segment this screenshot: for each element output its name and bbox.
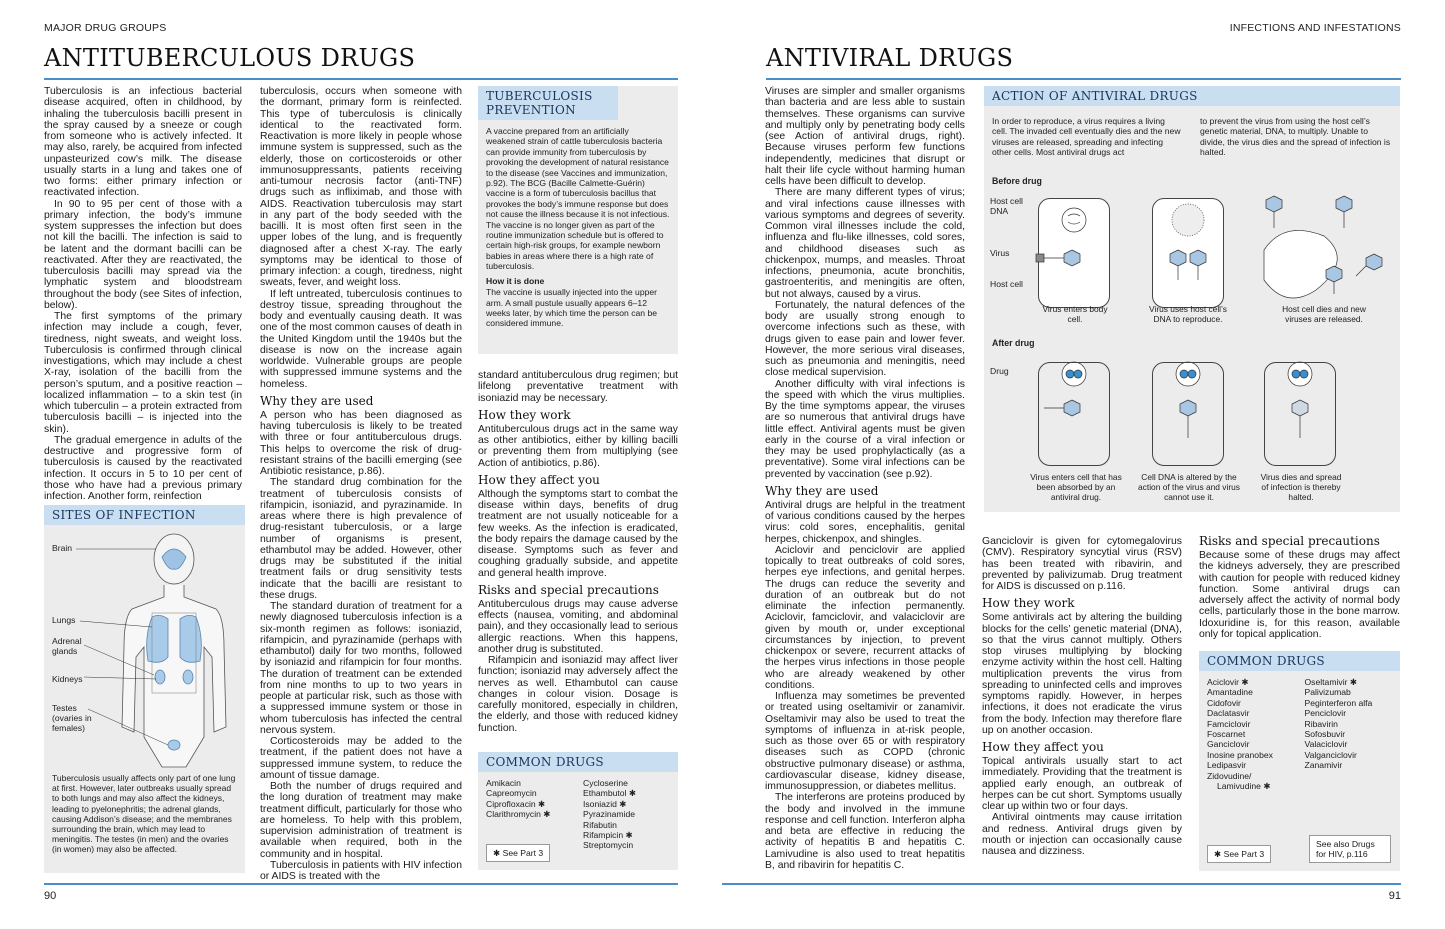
panel-intro: In order to reproduce, a virus requires a living cell. The invaded cell eventually dies and the new viruses are released, spreading and infecting other cells. Most antiviral drugs act — [992, 116, 1181, 158]
drug-item: Ganciclovir — [1207, 739, 1250, 750]
cell-diagram — [1264, 362, 1336, 466]
drug-list — [1199, 671, 1400, 791]
paragraph: Topical antivirals usually start to act immediately. Providing that the treatment is applied early enough, an outbreak of herpes can be cut short. Symptoms usually clear up within two or four days. — [982, 756, 1182, 812]
figure-label: Adrenal glands — [52, 636, 82, 656]
drug-item: Amantadine — [1207, 687, 1253, 698]
title-rule-right — [766, 78, 1401, 80]
drug-item: Pyrazinamide — [583, 809, 636, 820]
paragraph: tuberculosis, occurs when someone with the dormant, primary form is reinfected. This type of tuberculosis is clinically identical to the reactivated form. Reactivation is more likely in people whose immune system is suppressed, such as the elderly, those on corticosteroids or other immunosuppressants, patients receiving anti-tumour necrosis factor (anti-TNF) drugs such as infliximab, and those with AIDS. Reactivation tuberculosis may start in any part of the body seeded with the bacilli. It is most often first seen in the upper lobes of the lung, and is frequently diagnosed after a chest X-ray. The early symptoms may be identical to those of primary infection: a cough, tiredness, night sweats, fever, and weight loss. — [260, 86, 462, 289]
paragraph: Because some of these drugs may affect the kidneys adversely, they are prescribed with caution for people with reduced kidney function. Some antiviral drugs can adversely affect the activity of normal body cells, particularly those in the bone marrow. Idoxuridine is, for this reason, available only for topical application. — [1199, 550, 1400, 640]
after-drug-label: After drug — [992, 338, 1035, 348]
drug-item: Valaciclovir — [1304, 739, 1348, 750]
running-head-left: MAJOR DRUG GROUPS — [44, 22, 167, 34]
paragraph: The gradual emergence in adults of the destructive and progressive form of tuberculosis is caused by the reactivated infection. It occurs in 5 to 10 per cent of those who have had a previous primary infection. Another form, reinfection — [44, 434, 242, 502]
paragraph: Ganciclovir is given for cytomegalovirus (CMV). Respiratory syncytial virus (RSV) has been treated with ribavirin, and prevented by palivizumab. Drug treatment for AIDS is discussed on p.116. — [982, 536, 1182, 592]
drug-item: Cidofovir — [1207, 697, 1241, 708]
left-column-3 — [478, 370, 678, 744]
drug-item: Peginterferon alfa — [1304, 697, 1373, 708]
left-column-1 — [44, 86, 242, 500]
drug-item: Amikacin — [486, 778, 521, 788]
drug-item: Famciclovir — [1207, 718, 1251, 729]
paragraph: Although the symptoms start to combat the disease within days, benefits of drug treatment are not usually noticeable for a few weeks. As the infection is eradicated, the body repairs the damage caused by the disease. Symptoms such as fever and coughing gradually subside, and appetite and general health improve. — [478, 488, 678, 579]
panel-subheading: How it is done — [486, 275, 545, 286]
paragraph: Tuberculosis is an infectious bacterial disease acquired, often in childhood, by inhaling the tuberculosis bacilli present in the spray caused by a sneeze or cough from someone who is actively infected. It may also, rarely, be acquired from infected unpasteurized cow’s milk. The disease usually starts in a lung and takes one of two forms: either primary infection or reactivated infection. — [44, 86, 242, 199]
paragraph: The interferons are proteins produced by the body and involved in the immune response and cell function. Interferon alpha and beta are effective in reducing the activity of hepatitis B and hepatitis C. Lamivudine is also used to treat hepatitis B, and ribavirin for hepatitis C. — [765, 792, 965, 871]
figure-caption: Host cell dies and new viruses are released. — [1282, 304, 1366, 324]
drug-item: Aciclovir ✱ — [1207, 677, 1249, 687]
section-heading: How they work — [478, 407, 571, 422]
action-of-antiviral-drugs-panel — [984, 86, 1400, 512]
panel-body — [478, 120, 678, 335]
before-drug-label: Before drug — [992, 176, 1042, 186]
section-heading: Why they are used — [765, 483, 879, 498]
paragraph: Influenza may sometimes be prevented or treated using oseltamivir or zanamivir. Oseltamivir may also be used to treat the symptoms of influenza in at-risk people, such as those over 65 or with respiratory diseases such as COPD (chronic obstructive pulmonary disease) or asthma, cardiovascular disease, kidney disease, immunosuppression, or diabetes mellitus. — [765, 691, 965, 792]
figure-label: Kidneys — [52, 674, 83, 684]
bottom-rule-left — [44, 883, 678, 885]
cell-diagram — [1038, 362, 1110, 466]
section-heading: How they work — [982, 596, 1075, 611]
left-page — [0, 0, 722, 929]
panel-heading: ACTION OF ANTIVIRAL DRUGS — [984, 86, 1400, 106]
drug-item: Inosine pranobex — [1207, 749, 1273, 760]
panel-heading: COMMON DRUGS — [1199, 651, 1400, 671]
drug-item: Rifampicin ✱ — [583, 830, 633, 841]
panel-paragraph: The vaccine is usually injected into the upper arm. A small pustule usually appears 6–12 weeks later, by which time the person can be considered immune. — [486, 287, 658, 329]
drug-item: Ethambutol ✱ — [583, 788, 637, 799]
sites-of-infection-panel — [44, 505, 245, 873]
panel-intro: to prevent the virus from using the host cell’s genetic material, DNA, to multiply. Unable to divide, the virus dies and the spread of infection is halted. — [1200, 116, 1391, 158]
paragraph: Some antivirals act by altering the building blocks for the cells’ genetic material (DNA), so that the virus cannot multiply. Others stop viruses multiplying by blocking enzyme activity within the host cell. Halting multiplication prevents the virus from spreading to uninfected cells and improves symptoms rapidly. However, in herpes infections, it does not eradicate the virus from the body. Infection may therefore flare up on another occasion. — [982, 612, 1182, 736]
figure-label: Host cell — [990, 279, 1023, 289]
figure-caption: Virus enters cell that has been absorbed by an antiviral drug. — [1030, 472, 1122, 502]
drug-list — [478, 772, 678, 851]
right-column-3 — [1199, 530, 1400, 642]
drug-list-column — [583, 778, 670, 851]
panel-heading: SITES OF INFECTION — [44, 505, 245, 525]
paragraph: Rifampicin and isoniazid may affect liver function; isoniazid may adversely affect the nerves as well. Ethambutol can cause changes in colour vision. Dosage is carefully monitored, especially in children, the elderly, and those with reduced kidney function. — [478, 655, 678, 734]
drug-item: Zanamivir — [1304, 760, 1343, 771]
drug-item: Clarithromycin ✱ — [486, 809, 551, 820]
common-drugs-panel-left — [478, 752, 678, 870]
drug-item: Capreomycin — [486, 788, 537, 799]
drug-item: Ledipasvir — [1207, 760, 1247, 771]
paragraph: In 90 to 95 per cent of those with a primary infection, the body’s immune system suppresses the infection but does not kill the bacilli. The infection is said to be latent and the dormant bacilli can be reactivated. After they are reactivated, the tuberculosis bacilli may spread via the lymphatic system and bloodstream throughout the body (see Sites of infection, below). — [44, 198, 242, 311]
drug-item: Sofosbuvir — [1304, 729, 1346, 740]
drug-list-column — [1207, 677, 1295, 791]
page-number-left: 90 — [44, 890, 57, 902]
figure-caption: Virus enters body cell. — [1042, 304, 1108, 324]
bottom-rule-right — [722, 883, 1401, 885]
paragraph: Tuberculosis in patients with HIV infection or AIDS is treated with the — [260, 859, 462, 882]
drug-item: Daclatasvir — [1207, 708, 1250, 719]
figure-caption: Virus uses host cell’s DNA to reproduce. — [1149, 304, 1227, 324]
paragraph: The standard duration of treatment for a newly diagnosed tuberculosis infection is a six-month regimen as follows: isoniazid, rifampicin, and pyrazinamide (perhaps with ethambutol) daily for two months, followed by isoniazid and rifampicin for four months. The duration of treatment can be extended from nine months to up to two years in people at particular risk, such as those with a suppressed immune system or those in whom tuberculosis has infected the central nervous system. — [260, 601, 462, 736]
paragraph: Antituberculous drugs act in the same way as other antibiotics, either by killing bacilli or preventing them from multiplying (see Action of antibiotics, p.86). — [478, 423, 678, 469]
see-part-3-note: ✱ See Part 3 — [1207, 845, 1271, 863]
drug-item: Palivizumab — [1304, 687, 1351, 698]
paragraph: If left untreated, tuberculosis continues to destroy tissue, spreading throughout the body and eventually causing death. It was one of the most common causes of death in the United Kingdom until the 1940s but the disease is now on the increase again worldwide. Vulnerable groups are people with suppressed immune systems and the homeless. — [260, 288, 462, 390]
paragraph: Antiviral ointments may cause irritation and redness. Antiviral drugs given by mouth or injection can occasionally cause nausea and dizziness. — [982, 812, 1182, 857]
figure-label: Brain — [52, 543, 73, 553]
paragraph: Corticosteroids may be added to the treatment, if the patient does not have a suppressed immune system, to reduce the amount of tissue damage. — [260, 736, 462, 781]
section-heading: Risks and special precautions — [1199, 534, 1380, 548]
figure-label: Lungs — [52, 615, 76, 625]
running-head-right: INFECTIONS AND INFESTATIONS — [1229, 22, 1401, 34]
paragraph: Another difficulty with viral infections is the speed with which the virus multiplies. By the time symptoms appear, the viruses are so numerous that antiviral drugs have little effect. Antiviral agents must be given early in the course of a viral infection or they may be used prophylactically (as a preventative). Some viral infections can be prevented by vaccination (see p.92). — [765, 378, 965, 480]
cell-diagram — [1152, 362, 1224, 466]
drug-item: Oseltamivir ✱ — [1304, 677, 1358, 687]
paragraph: Aciclovir and penciclovir are applied topically to treat outbreaks of cold sores, herpes eye infections, and genital herpes. The drugs can reduce the severity and duration of an outbreak but do not eliminate the infection permanently. Aciclovir, famciclovir, and valaciclovir are given by mouth or, under exceptional circumstances by injection, to prevent chickenpox or severe, recurrent attacks of the herpes virus infections in those people who are already weakened by other conditions. — [765, 544, 965, 691]
drug-item: Foscarnet — [1207, 729, 1246, 740]
drug-list-column — [486, 778, 573, 851]
paragraph: Fortunately, the natural defences of the body are usually strong enough to overcome infections such as these, with drugs given to ease pain and lower fever. However, the more serious viral diseases, such as pneumonia and meningitis, need close medical supervision. — [765, 299, 965, 379]
drug-item: Valganciclovir — [1304, 749, 1357, 760]
section-heading: How they affect you — [982, 740, 1104, 754]
drug-list-column — [1305, 677, 1393, 791]
figure-caption: Virus dies and spread of infection is thereby halted. — [1260, 472, 1342, 502]
section-heading: Why they are used — [260, 393, 374, 408]
paragraph: standard antituberculous drug regimen; but lifelong preventative treatment with isoniazid may be necessary. — [478, 370, 678, 404]
paragraph: The standard drug combination for the treatment of tuberculosis consists of rifampicin, isoniazid, and pyrazinamide. In areas where there is high prevalence of drug-resistant tuberculosis, or a large number of organisms is present, ethambutol may be added. However, other drugs may be substituted if the initial treatment fails or drug sensitivity tests indicate that the bacilli are resistant to these drugs. — [260, 477, 462, 601]
page-title-right: ANTIVIRAL DRUGS — [766, 44, 1014, 72]
paragraph: Antituberculous drugs may cause adverse effects (nausea, vomiting, and abdominal pain), and they occasionally lead to serious allergic reactions. When this happens, another drug is substituted. — [478, 598, 678, 655]
paragraph: The first symptoms of the primary infection may include a cough, fever, tiredness, night sweats, and weight loss. Tuberculosis is confirmed through clinical investigations, which may include a chest X-ray, isolation of the bacilli from the person’s sputum, and a positive reaction – localized inflammation – to a skin test (in which tuberculin – a protein extracted from tuberculosis bacilli – is injected into the skin). — [44, 311, 242, 435]
page-title-left: ANTITUBERCULOUS DRUGS — [44, 44, 416, 72]
drug-item: Rifabutin — [583, 819, 617, 830]
tuberculosis-prevention-panel — [478, 86, 678, 354]
section-heading: How they affect you — [478, 472, 600, 487]
paragraph: There are many different types of virus; and viral infections cause illnesses with various symptoms and degrees of severity. Common viral illnesses include the cold, influenza and flu-like illnesses, cold sores, and childhood diseases such as chickenpox, mumps, and measles. Throat infections, pneumonia, acute bronchitis, gastroenteritis, and meningitis are often, but not always, caused by a virus. — [765, 187, 965, 300]
right-column-2 — [982, 536, 1182, 876]
figure-caption: Cell DNA is altered by the action of the virus and virus cannot use it. — [1138, 472, 1240, 502]
see-also-note: See also Drugs for HIV, p.116 — [1309, 835, 1391, 863]
drug-item: Penciclovir — [1304, 708, 1347, 719]
drug-item: Streptomycin — [583, 840, 634, 851]
panel-heading: TUBERCULOSIS PREVENTION — [478, 86, 618, 120]
right-column-1 — [765, 86, 965, 876]
figure-label: Virus — [990, 248, 1010, 258]
page-number-right: 91 — [1388, 890, 1401, 902]
title-rule-left — [44, 78, 678, 80]
figure-label: Testes (ovaries in females) — [52, 703, 92, 733]
figure-caption: Tuberculosis usually affects only part of one lung at first. However, later outbreaks usually spread to both lungs and may also affect the kidneys, leading to pyelonephritis; the adrenal glands, causing Addison’s disease; and the membranes surrounding the brain, which may lead to meningitis. The testes (in men) and the ovaries (in women) may also be affected. — [52, 773, 236, 855]
common-drugs-panel-right — [1199, 651, 1400, 871]
figure-label: Drug — [990, 366, 1009, 376]
see-part-3-note: ✱ See Part 3 — [486, 844, 550, 862]
figure-label: Host cell DNA — [990, 196, 1023, 216]
drug-item: Zidovudine/ — [1207, 770, 1252, 781]
drug-item: Cycloserine — [583, 778, 628, 788]
paragraph: Antiviral drugs are helpful in the treatment of various conditions caused by the herpes virus: cold sores, encephalitis, genital herpes, chickenpox, and shingles. — [765, 499, 965, 545]
drug-item: Lamivudine ✱ — [1217, 781, 1271, 792]
paragraph: Both the number of drugs required and the long duration of treatment may make treatment difficult, particularly for those who are homeless. To help with this problem, supervision administration of treatment is available when required, both in the community and in hospital. — [260, 781, 462, 860]
left-column-2 — [260, 86, 462, 882]
drug-item: Ciprofloxacin ✱ — [486, 798, 546, 809]
section-heading: Risks and special precautions — [478, 582, 659, 597]
drug-item: Ribavirin — [1304, 718, 1338, 729]
drug-item: Isoniazid ✱ — [583, 798, 627, 809]
paragraph: Viruses are simpler and smaller organisms than bacteria and are less able to sustain themselves. These organisms can survive and multiply only by penetrating body cells (see Action of antiviral drugs, right). Because viruses perform few functions independently, medicines that disrupt or halt their life cycle without harming human cells have been difficult to develop. — [765, 86, 965, 187]
right-page — [722, 0, 1445, 929]
paragraph: A person who has been diagnosed as having tuberculosis is likely to be treated with three or four antituberculous drugs. This helps to overcome the risk of drug-resistant strains of the bacilli emerging (see Antibiotic resistance, p.86). — [260, 409, 462, 477]
panel-heading: COMMON DRUGS — [478, 752, 678, 772]
panel-paragraph: A vaccine prepared from an artificially weakened strain of cattle tuberculosis bacteria can provide immunity from tuberculosis by provoking the development of natural resistance to the disease (see Vaccines and immunization, p.92). The BCG (Bacille Calmette-Guérin) vaccine is a form of tuberculosis bacillus that provokes the body’s immune response but does not cause the illness because it is not infectious. The vaccine is no longer given as part of the routine immunization schedule but is offered to certain high-risk groups, for example newborn babies in areas where there is a high rate of tuberculosis. — [486, 126, 670, 272]
